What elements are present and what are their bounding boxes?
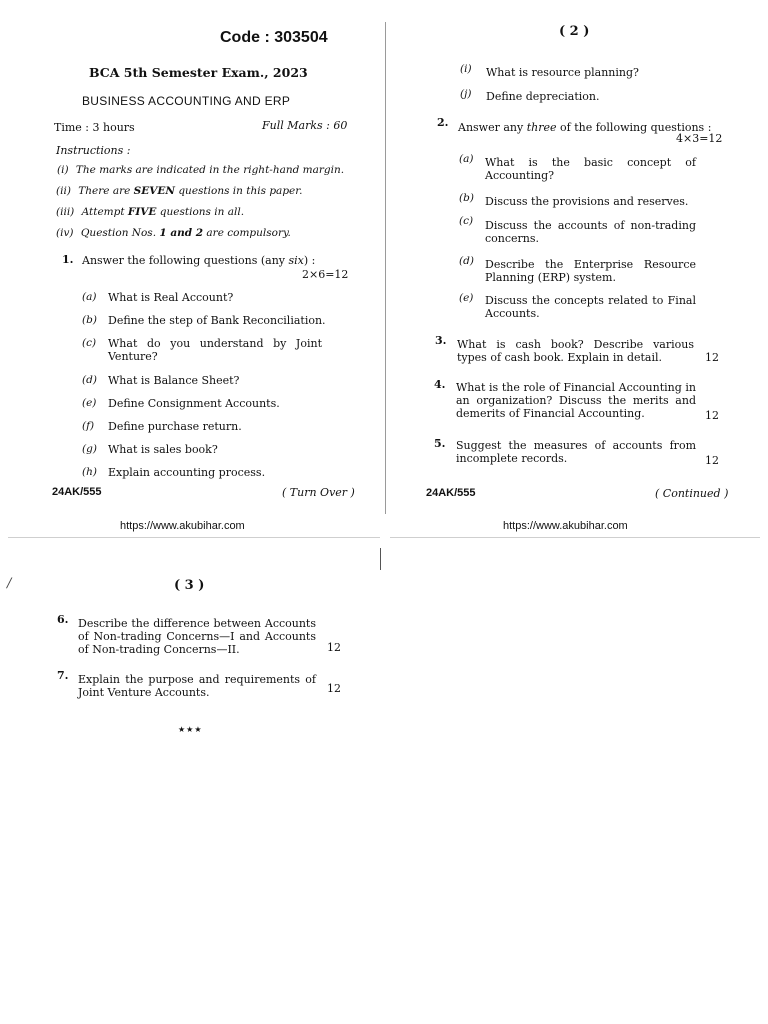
part-text: What is resource planning? — [486, 66, 639, 79]
question-7-text: Explain the purpose and requirements of Joint Venture Accounts. — [78, 673, 316, 699]
question-3-marks: 12 — [705, 351, 719, 364]
instruction-emphasis: 1 and 2 — [159, 227, 204, 239]
question-number: 6. — [57, 613, 69, 626]
instruction-1 — [57, 164, 344, 176]
part-text: Describe the Enterprise Resource Planning (ERP) system. — [485, 258, 696, 284]
instruction-text: Attempt — [81, 206, 128, 218]
turn-over-note: ( Turn Over ) — [282, 486, 355, 499]
question-text: Answer the following questions (any — [82, 254, 289, 267]
part-label: (b) — [82, 314, 97, 326]
instruction-3 — [56, 206, 244, 218]
part-label: (d) — [82, 374, 97, 386]
question-number: 1. — [62, 253, 74, 266]
page-number: ( 3 ) — [174, 578, 205, 593]
instruction-label: (i) — [57, 164, 69, 176]
part-label: (a) — [82, 291, 97, 303]
page-edge-line — [8, 537, 380, 538]
part-label: (c) — [82, 337, 97, 349]
question-number: 2. — [437, 116, 449, 129]
question-4-text: What is the role of Financial Accounting in an organization? Discuss the merits and demerits of Financial Accounting. — [456, 381, 696, 420]
part-label: (g) — [82, 443, 97, 455]
instruction-label: (iv) — [56, 227, 74, 239]
part-text: What is Real Account? — [108, 291, 234, 304]
question-emphasis: three — [526, 121, 557, 134]
instructions-heading: Instructions : — [56, 144, 131, 157]
instruction-4 — [56, 227, 291, 239]
instruction-text: There are — [78, 185, 134, 197]
instruction-text: Question Nos. — [80, 227, 160, 239]
part-label: (h) — [82, 466, 97, 478]
question-1-marks: 2×6=12 — [302, 268, 349, 281]
question-2-text — [458, 121, 711, 134]
part-text: Define Consignment Accounts. — [108, 397, 280, 410]
part-label: (b) — [459, 192, 474, 204]
part-text: Define depreciation. — [486, 90, 600, 103]
question-emphasis: six — [288, 254, 304, 267]
part-label: (j) — [460, 88, 472, 100]
part-text: Discuss the provisions and reserves. — [485, 195, 689, 208]
time-allowed: Time : 3 hours — [54, 121, 135, 134]
page-number: ( 2 ) — [559, 24, 590, 39]
part-text: What is sales book? — [108, 443, 218, 456]
part-text: Define the step of Bank Reconciliation. — [108, 314, 326, 327]
source-url[interactable]: https://www.akubihar.com — [120, 520, 245, 532]
question-number: 3. — [435, 334, 447, 347]
instruction-emphasis: SEVEN — [133, 185, 175, 197]
question-4-marks: 12 — [705, 409, 719, 422]
question-6-marks: 12 — [327, 641, 341, 654]
subject-title: BUSINESS ACCOUNTING AND ERP — [82, 94, 291, 108]
page-edge-mark — [380, 548, 381, 570]
page-divider — [385, 22, 386, 514]
question-3-text: What is cash book? Describe various types of cash book. Explain in detail. — [457, 338, 694, 364]
part-label: (d) — [459, 255, 474, 267]
question-6-text: Describe the difference between Accounts of Non-trading Concerns—I and Accounts of Non-trading Concerns—II. — [78, 617, 316, 656]
part-label: (f) — [82, 420, 95, 432]
question-2-marks: 4×3=12 — [676, 132, 723, 145]
instruction-text: are compulsory. — [203, 227, 291, 239]
instruction-label: (ii) — [56, 185, 71, 197]
question-number: 5. — [434, 437, 446, 450]
part-text: What do you understand by Joint Venture? — [108, 337, 322, 363]
page-edge-line — [390, 537, 760, 538]
part-text: What is the basic concept of Accounting? — [485, 156, 696, 182]
footer-code: 24AK/555 — [426, 487, 476, 499]
part-label: (i) — [460, 63, 472, 75]
part-text: Explain accounting process. — [108, 466, 266, 479]
paper-code: Code : 303504 — [220, 29, 328, 46]
footer-code: 24AK/555 — [52, 486, 102, 498]
continued-note: ( Continued ) — [655, 487, 729, 500]
question-number: 7. — [57, 669, 69, 682]
part-text: Define purchase return. — [108, 420, 242, 433]
instruction-text: questions in this paper. — [175, 185, 303, 197]
end-of-paper-mark: ★★★ — [178, 725, 203, 734]
question-5-marks: 12 — [705, 454, 719, 467]
instruction-text: The marks are indicated in the right-hand margin. — [75, 164, 345, 176]
part-label: (e) — [82, 397, 97, 409]
question-1-text — [82, 254, 315, 267]
part-label: (e) — [459, 292, 474, 304]
scan-mark: / — [7, 576, 12, 591]
question-number: 4. — [434, 378, 446, 391]
part-text: Discuss the accounts of non-trading concerns. — [485, 219, 696, 245]
exam-title: BCA 5th Semester Exam., 2023 — [89, 65, 308, 80]
full-marks: Full Marks : 60 — [262, 119, 348, 132]
part-label: (a) — [459, 153, 474, 165]
question-text: of the following questions : — [556, 121, 712, 134]
part-label: (c) — [459, 215, 474, 227]
question-7-marks: 12 — [327, 682, 341, 695]
question-text: ) : — [303, 254, 316, 267]
source-url[interactable]: https://www.akubihar.com — [503, 520, 628, 532]
instruction-emphasis: FIVE — [127, 206, 157, 218]
instruction-2 — [56, 185, 302, 197]
instruction-text: questions in all. — [156, 206, 245, 218]
question-text: Answer any — [458, 121, 527, 134]
instruction-label: (iii) — [56, 206, 75, 218]
question-5-text: Suggest the measures of accounts from incomplete records. — [456, 439, 696, 465]
part-text: What is Balance Sheet? — [108, 374, 240, 387]
part-text: Discuss the concepts related to Final Accounts. — [485, 294, 696, 320]
